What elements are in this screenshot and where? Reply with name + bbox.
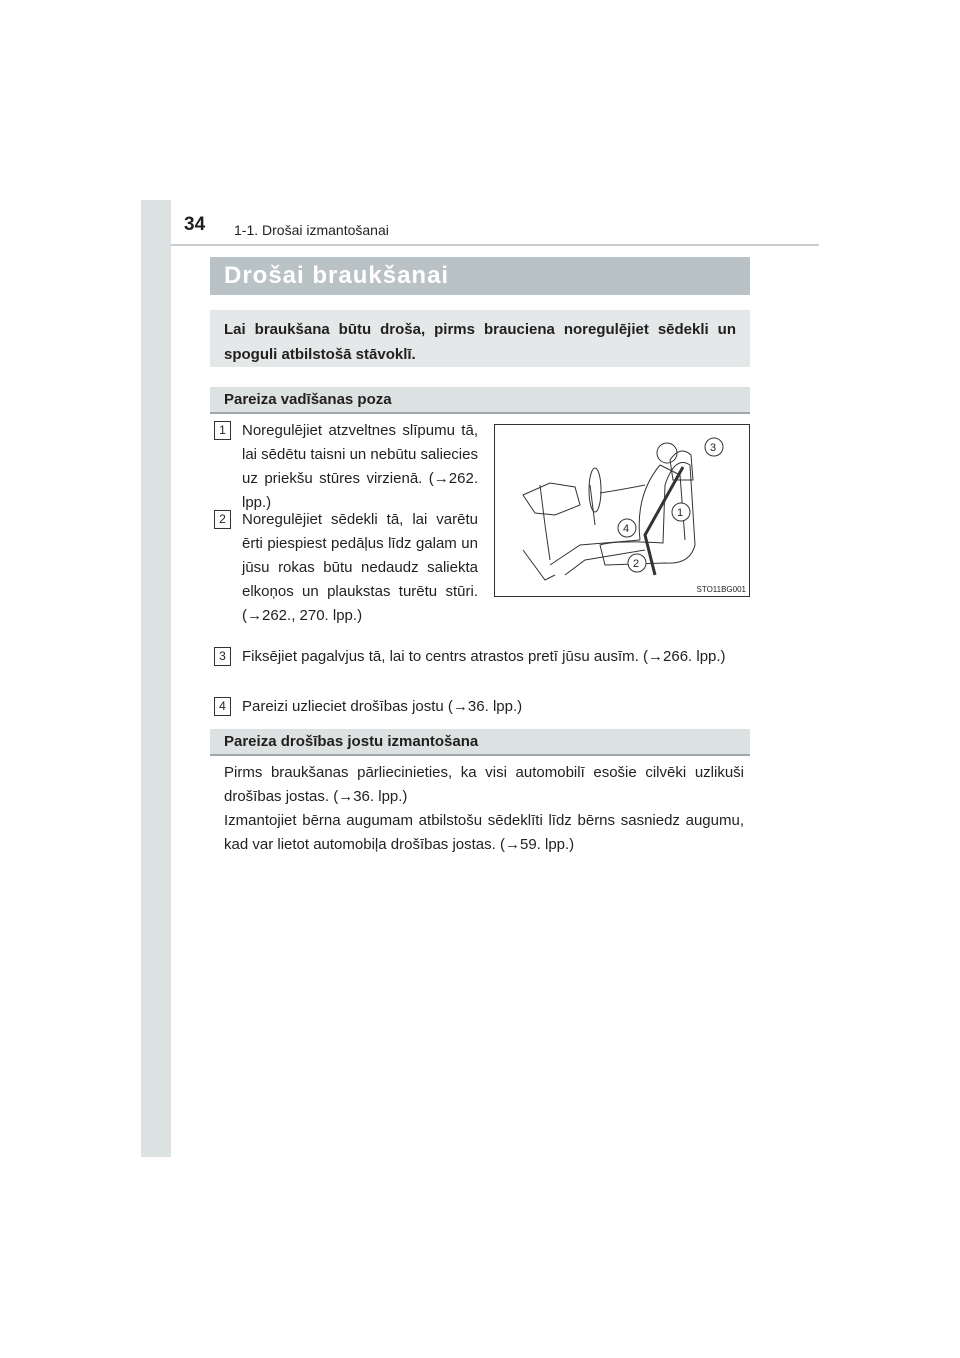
- side-band: [141, 200, 171, 1157]
- callout-3: 3: [710, 442, 717, 454]
- callout-4: 4: [623, 523, 630, 535]
- callout-2: 2: [633, 558, 640, 570]
- pedal-column: [540, 485, 550, 560]
- item-number-badge: 2: [214, 510, 231, 529]
- item-text: Pareizi uzlieciet drošības jostu (→36. lpp.): [242, 698, 523, 715]
- item-number-badge: 4: [214, 697, 231, 716]
- page-number: 34: [184, 214, 206, 235]
- callout-1: 1: [677, 507, 684, 519]
- item-text: Fiksējiet pagalvjus tā, lai to centrs atrastos pretī jūsu ausīm. (→266. lpp.): [242, 648, 726, 665]
- header-rule: [171, 244, 819, 246]
- seatbelt-paragraph-1: Pirms braukšanas pārliecinieties, ka visi automobilī esošie cilvēki uzlikuši drošības jostas. (→36. lpp.): [224, 764, 744, 805]
- section-heading-seatbelt: Pareiza drošības jostu izmantošana: [210, 729, 750, 756]
- section-heading-posture: Pareiza vadīšanas poza: [210, 387, 750, 414]
- page-heading: Drošai braukšanai: [210, 257, 750, 295]
- item-text: Noregulējiet sēdekli tā, lai varētu ērti piespiest pedāļus līdz galam un jūsu rokas būtu nedaudz saliekta elkoņos un plaukstas turētu stūri. (→262., 270. lpp.): [242, 511, 478, 624]
- dashboard-shape: [523, 483, 580, 515]
- item-number-badge: 1: [214, 421, 231, 440]
- intro-box: Lai braukšana būtu droša, pirms brauciena noregulējiet sēdekli un spoguli atbilstošā stāvoklī.: [210, 310, 750, 367]
- figure-code: STO11BG001: [696, 585, 746, 594]
- item-number-badge: 3: [214, 647, 231, 666]
- driving-posture-figure: [494, 424, 750, 597]
- item-text: Noregulējiet atzveltnes slīpumu tā, lai sēdētu taisni un nebūtu saliecies uz priekšu stūres virzienā. (→262. lpp.): [242, 422, 478, 511]
- driver-head: [657, 443, 677, 463]
- chapter-title: 1-1. Drošai izmantošanai: [234, 222, 389, 238]
- driver-seat-illustration: [495, 425, 749, 596]
- driver-arm: [600, 485, 645, 493]
- seatbelt-paragraph-2: Izmantojiet bērna augumam atbilstošu sēdeklīti līdz bērns sasniedz augumu, kad var lietot automobiļa drošības jostas. (→59. lpp.): [224, 812, 744, 853]
